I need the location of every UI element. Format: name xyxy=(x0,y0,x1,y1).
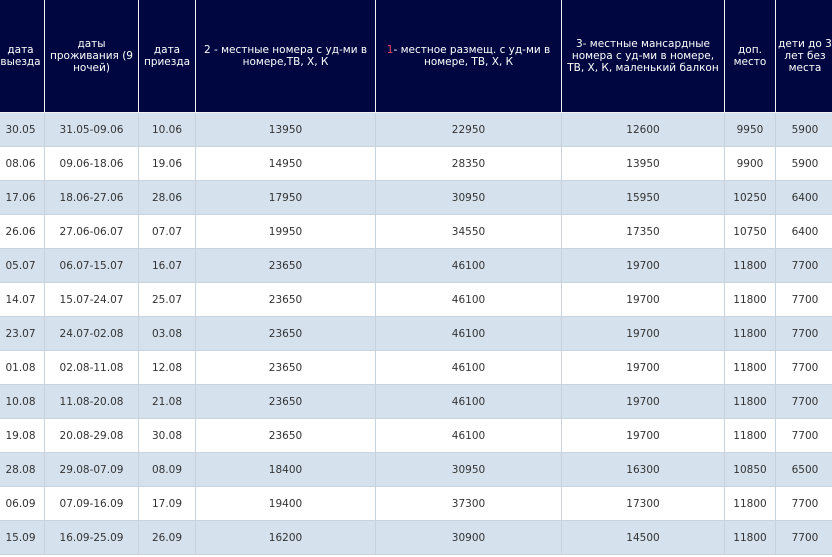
cell-triple-attic: 15950 xyxy=(562,181,725,215)
cell-extra-bed: 11800 xyxy=(725,419,776,453)
cell-single-room: 30950 xyxy=(376,181,562,215)
header-double-room xyxy=(196,0,376,113)
cell-single-room: 46100 xyxy=(376,385,562,419)
cell-triple-attic: 17300 xyxy=(562,487,725,521)
cell-extra-bed: 11800 xyxy=(725,351,776,385)
table-row xyxy=(0,351,832,385)
header-arrival: дата приезда xyxy=(139,0,196,113)
cell-children: 6400 xyxy=(776,181,832,215)
cell-children: 7700 xyxy=(776,283,832,317)
cell-arrival: 08.09 xyxy=(139,453,196,487)
cell-departure: 08.06 xyxy=(0,147,45,181)
cell-triple-attic: 14500 xyxy=(562,521,725,555)
cell-children: 7700 xyxy=(776,521,832,555)
header-row xyxy=(0,0,832,113)
cell-arrival: 26.09 xyxy=(139,521,196,555)
cell-extra-bed: 9950 xyxy=(725,113,776,147)
cell-extra-bed: 11800 xyxy=(725,317,776,351)
cell-single-room: 34550 xyxy=(376,215,562,249)
cell-extra-bed: 11800 xyxy=(725,521,776,555)
table-body xyxy=(0,113,832,555)
header-single-room-text: - местное размещ. с уд-ми в номере, ТВ, Х, К xyxy=(393,43,551,68)
cell-arrival: 30.08 xyxy=(139,419,196,453)
cell-double-room: 23650 xyxy=(196,317,376,351)
cell-arrival: 03.08 xyxy=(139,317,196,351)
cell-departure: 14.07 xyxy=(0,283,45,317)
cell-departure: 05.07 xyxy=(0,249,45,283)
cell-children: 7700 xyxy=(776,351,832,385)
cell-stay: 15.07-24.07 xyxy=(45,283,139,317)
cell-single-room: 46100 xyxy=(376,419,562,453)
cell-double-room: 18400 xyxy=(196,453,376,487)
table-row xyxy=(0,419,832,453)
table-row xyxy=(0,147,832,181)
table-row xyxy=(0,385,832,419)
cell-departure: 19.08 xyxy=(0,419,45,453)
cell-stay: 06.07-15.07 xyxy=(45,249,139,283)
cell-extra-bed: 11800 xyxy=(725,249,776,283)
cell-single-room: 46100 xyxy=(376,283,562,317)
table-row xyxy=(0,113,832,147)
cell-extra-bed: 10850 xyxy=(725,453,776,487)
header-departure: дата выезда xyxy=(0,0,45,113)
cell-triple-attic: 19700 xyxy=(562,317,725,351)
cell-double-room: 19950 xyxy=(196,215,376,249)
cell-stay: 20.08-29.08 xyxy=(45,419,139,453)
cell-children: 5900 xyxy=(776,113,832,147)
cell-arrival: 12.08 xyxy=(139,351,196,385)
cell-departure: 17.06 xyxy=(0,181,45,215)
table-row xyxy=(0,453,832,487)
cell-double-room: 23650 xyxy=(196,249,376,283)
cell-departure: 28.08 xyxy=(0,453,45,487)
cell-single-room: 22950 xyxy=(376,113,562,147)
cell-single-room: 28350 xyxy=(376,147,562,181)
cell-single-room: 46100 xyxy=(376,249,562,283)
cell-arrival: 07.07 xyxy=(139,215,196,249)
cell-stay: 18.06-27.06 xyxy=(45,181,139,215)
cell-stay: 09.06-18.06 xyxy=(45,147,139,181)
header-stay: даты проживания (9 ночей) xyxy=(45,0,139,113)
cell-double-room: 14950 xyxy=(196,147,376,181)
cell-arrival: 17.09 xyxy=(139,487,196,521)
table-row xyxy=(0,521,832,555)
cell-extra-bed: 10750 xyxy=(725,215,776,249)
cell-single-room: 30900 xyxy=(376,521,562,555)
header-children: дети до 3 лет без места xyxy=(776,0,832,113)
cell-departure: 23.07 xyxy=(0,317,45,351)
cell-children: 7700 xyxy=(776,317,832,351)
cell-children: 6500 xyxy=(776,453,832,487)
cell-triple-attic: 19700 xyxy=(562,419,725,453)
cell-arrival: 28.06 xyxy=(139,181,196,215)
cell-double-room: 16200 xyxy=(196,521,376,555)
cell-arrival: 19.06 xyxy=(139,147,196,181)
cell-arrival: 16.07 xyxy=(139,249,196,283)
cell-double-room: 23650 xyxy=(196,283,376,317)
cell-stay: 24.07-02.08 xyxy=(45,317,139,351)
cell-triple-attic: 19700 xyxy=(562,283,725,317)
cell-double-room: 23650 xyxy=(196,385,376,419)
cell-triple-attic: 19700 xyxy=(562,385,725,419)
cell-departure: 15.09 xyxy=(0,521,45,555)
cell-arrival: 21.08 xyxy=(139,385,196,419)
cell-double-room: 23650 xyxy=(196,351,376,385)
cell-stay: 16.09-25.09 xyxy=(45,521,139,555)
cell-extra-bed: 11800 xyxy=(725,487,776,521)
cell-extra-bed: 10250 xyxy=(725,181,776,215)
cell-triple-attic: 13950 xyxy=(562,147,725,181)
cell-extra-bed: 9900 xyxy=(725,147,776,181)
cell-single-room: 46100 xyxy=(376,317,562,351)
cell-stay: 02.08-11.08 xyxy=(45,351,139,385)
cell-departure: 26.06 xyxy=(0,215,45,249)
cell-children: 7700 xyxy=(776,249,832,283)
table-row xyxy=(0,317,832,351)
cell-children: 7700 xyxy=(776,385,832,419)
table-header xyxy=(0,0,832,113)
table-row xyxy=(0,181,832,215)
cell-children: 5900 xyxy=(776,147,832,181)
cell-extra-bed: 11800 xyxy=(725,283,776,317)
cell-single-room: 30950 xyxy=(376,453,562,487)
cell-single-room: 37300 xyxy=(376,487,562,521)
cell-double-room: 13950 xyxy=(196,113,376,147)
cell-double-room: 17950 xyxy=(196,181,376,215)
header-double-room-text: 2 - местные номера с уд-ми в номере,ТВ, Х, К xyxy=(203,43,368,68)
cell-children: 7700 xyxy=(776,419,832,453)
cell-departure: 10.08 xyxy=(0,385,45,419)
cell-departure: 06.09 xyxy=(0,487,45,521)
cell-children: 7700 xyxy=(776,487,832,521)
cell-arrival: 10.06 xyxy=(139,113,196,147)
cell-double-room: 19400 xyxy=(196,487,376,521)
cell-stay: 29.08-07.09 xyxy=(45,453,139,487)
header-single-room xyxy=(376,0,562,113)
header-single-room-mark: 1 xyxy=(386,43,394,56)
header-extra-bed: доп. место xyxy=(725,0,776,113)
cell-stay: 07.09-16.09 xyxy=(45,487,139,521)
cell-departure: 30.05 xyxy=(0,113,45,147)
cell-departure: 01.08 xyxy=(0,351,45,385)
cell-arrival: 25.07 xyxy=(139,283,196,317)
cell-triple-attic: 12600 xyxy=(562,113,725,147)
cell-triple-attic: 19700 xyxy=(562,249,725,283)
cell-triple-attic: 19700 xyxy=(562,351,725,385)
cell-extra-bed: 11800 xyxy=(725,385,776,419)
table-row xyxy=(0,487,832,521)
cell-stay: 31.05-09.06 xyxy=(45,113,139,147)
cell-triple-attic: 16300 xyxy=(562,453,725,487)
cell-single-room: 46100 xyxy=(376,351,562,385)
cell-stay: 11.08-20.08 xyxy=(45,385,139,419)
cell-double-room: 23650 xyxy=(196,419,376,453)
table-row xyxy=(0,249,832,283)
cell-triple-attic: 17350 xyxy=(562,215,725,249)
header-triple-attic: 3- местные мансардные номера с уд-ми в номере, ТВ, Х, К, маленький балкон xyxy=(562,0,725,113)
cell-children: 6400 xyxy=(776,215,832,249)
cell-stay: 27.06-06.07 xyxy=(45,215,139,249)
table-row xyxy=(0,283,832,317)
table-row xyxy=(0,215,832,249)
